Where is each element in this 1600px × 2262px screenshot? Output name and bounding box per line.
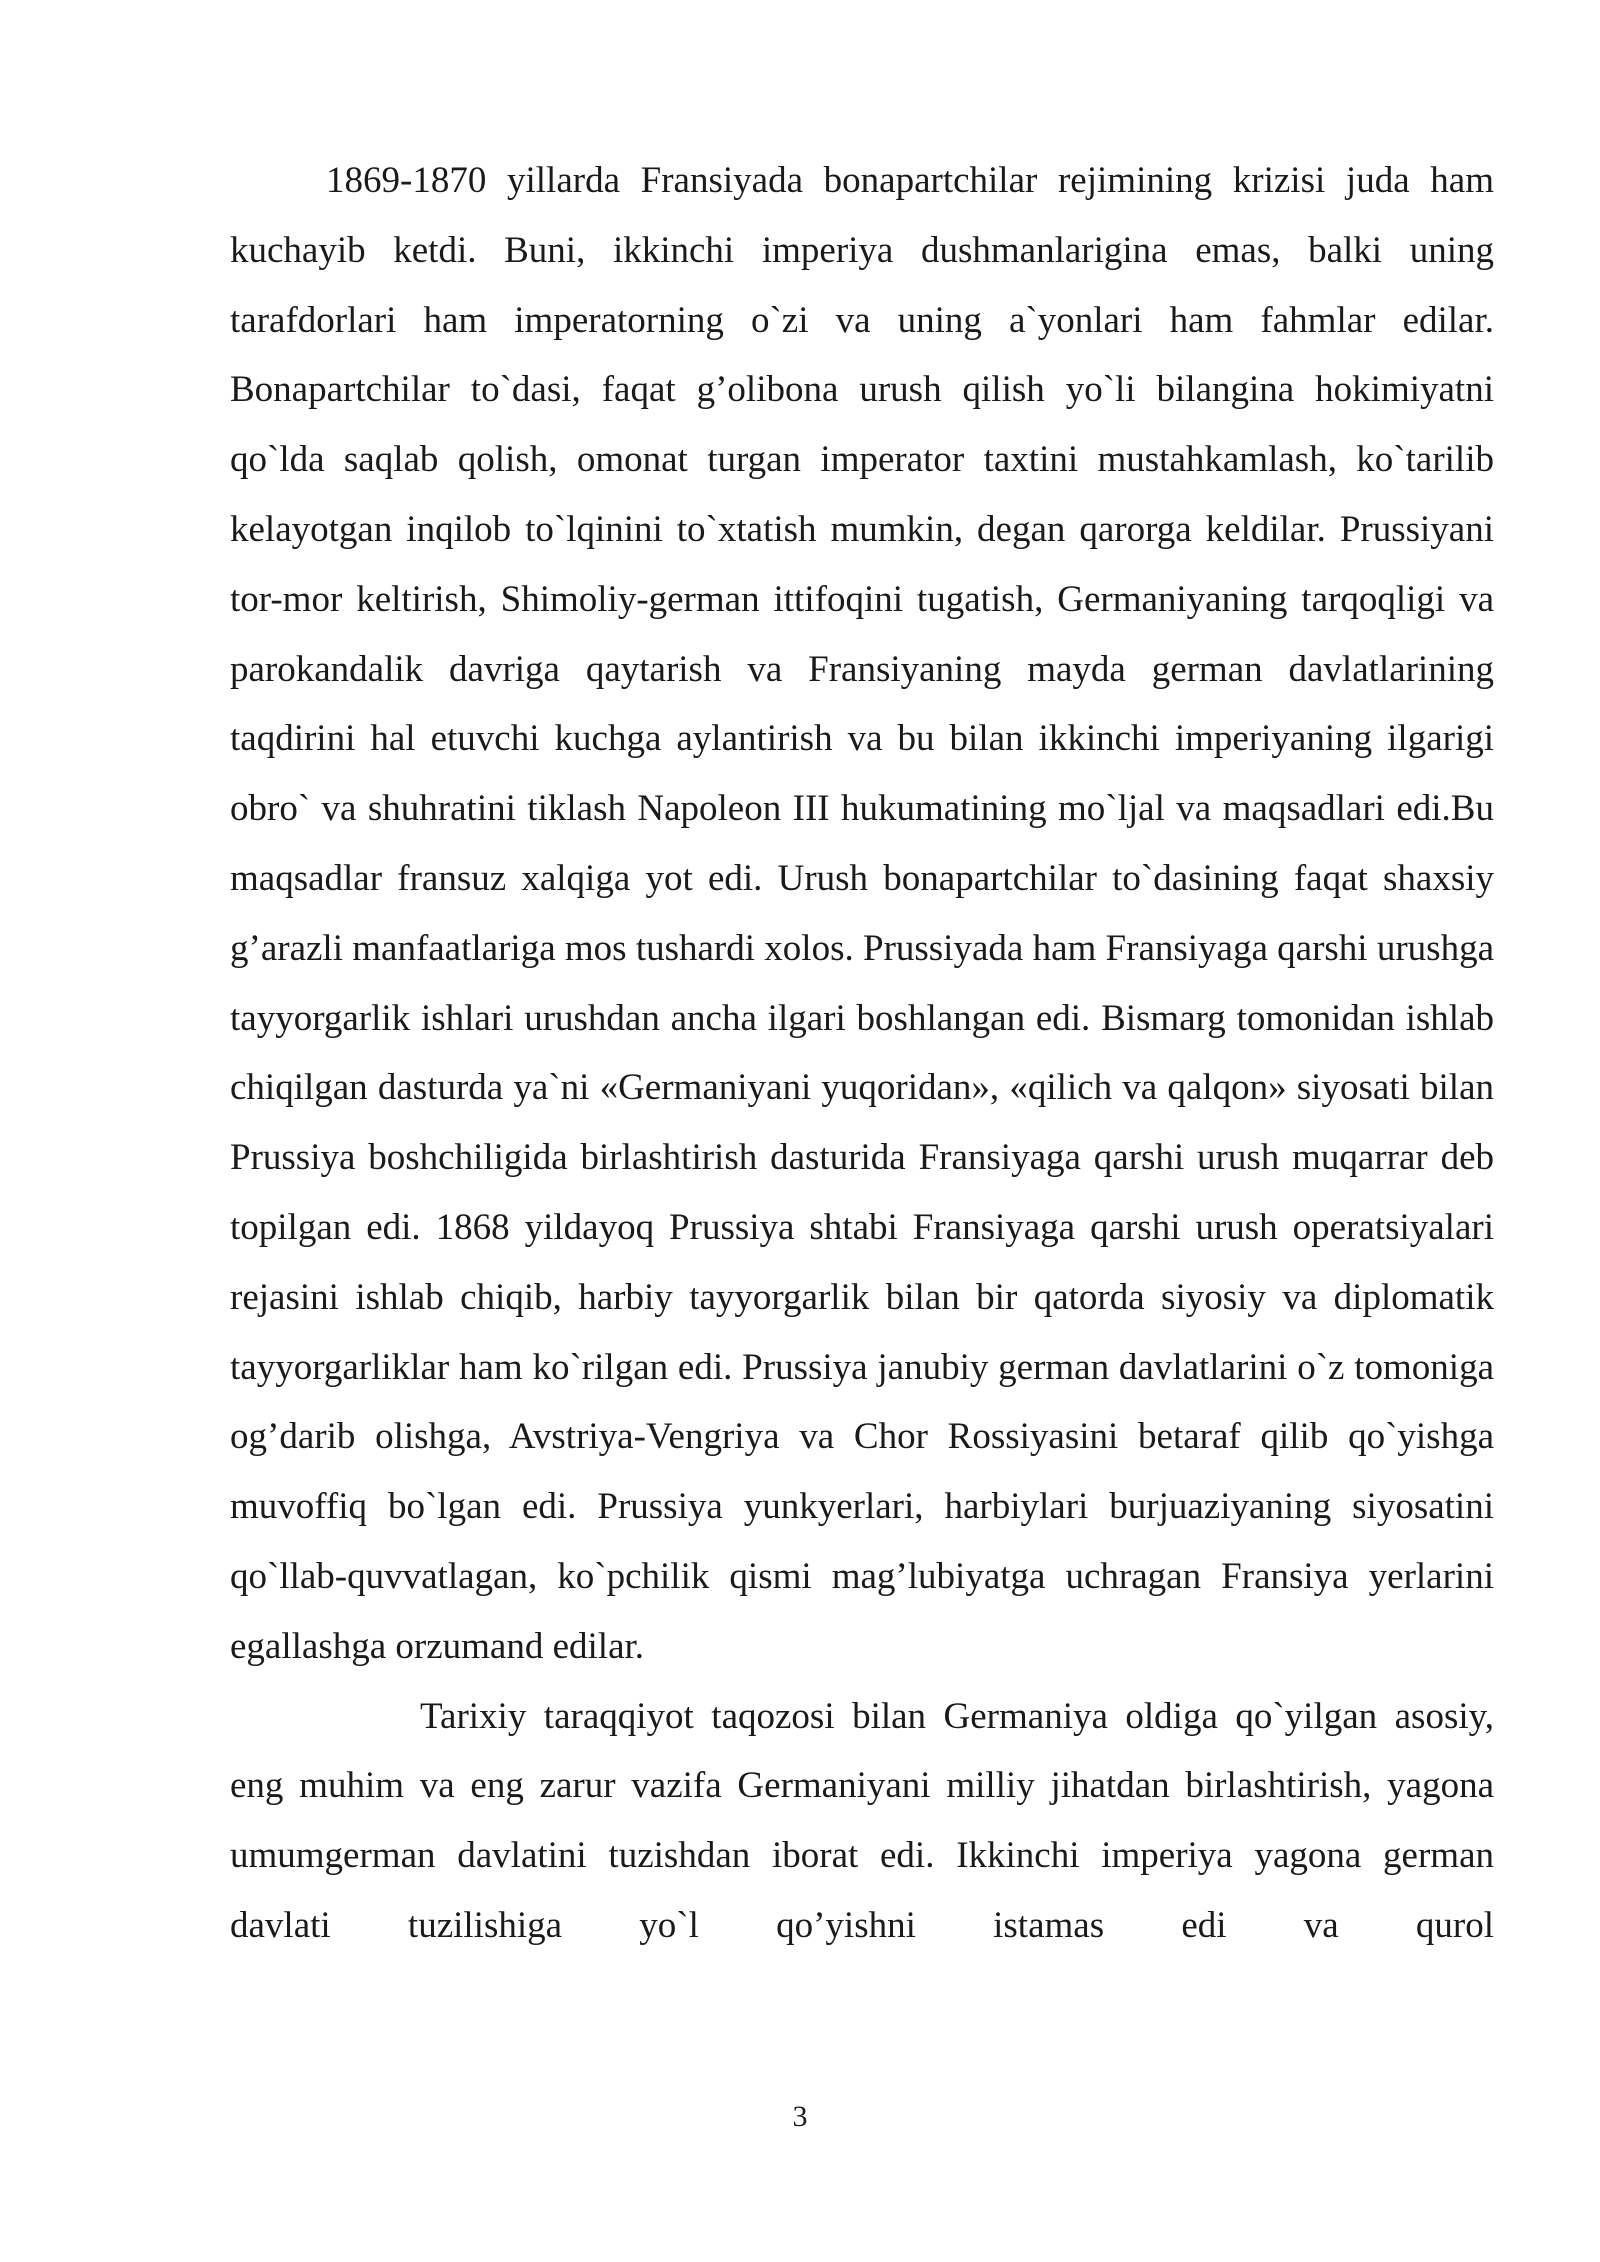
paragraph-2: Tarixiy taraqqiyot taqozosi bilan Germaniya oldiga qo`yilgan asosiy, eng muhim va eng zarur vazifa Germaniyani milliy jihatdan birlashtirish, yagona umumgerman davlatini tuzishdan iborat edi. Ikkinchi imperiya yagona german davlati tuzilishiga yo`l qo’yishni istamas edi va qurol: [230, 1695, 1494, 1946]
body-text: [230, 146, 1494, 1961]
paragraph-1: 1869-1870 yillarda Fransiyada bonapartchilar rejimining krizisi juda ham kuchayib ketdi. Buni, ikkinchi imperiya dushmanlarigina emas, balki uning tarafdorlari ham imperatorning o`zi va uning a`yonlari ham fahmlar edilar. Bonapartchilar to`dasi, faqat g’olibona urush qilish yo`li bilangina hokimiyatni qo`lda saqlab qolish, omonat turgan imperator taxtini mustahkamlash, ko`tarilib kelayotgan inqilob to`lqinini to`xtatish mumkin, degan qarorga keldilar. Prussiyani tor-mor keltirish, Shimoliy-german ittifoqini tugatish, Germaniyaning tarqoqligi va parokandalik davriga qaytarish va Fransiyaning mayda german davlatlarining taqdirini hal etuvchi kuchga aylantirish va bu bilan ikkinchi imperiyaning ilgarigi obro` va shuhratini tiklash Napoleon III hukumatining mo`ljal va maqsadlari edi.Bu maqsadlar fransuz xalqiga yot edi. Urush bonapartchilar to`dasining faqat shaxsiy g’arazli manfaatlariga mos tushardi xolos. Prussiyada ham Fransiyaga qarshi urushga tayyorgarlik ishlari urushdan ancha ilgari boshlangan edi. Bismarg tomonidan ishlab chiqilgan dasturda ya`ni «Germaniyani yuqoridan», «qilich va qalqon» siyosati bilan Prussiya boshchiligida birlashtirish dasturida Fransiyaga qarshi urush muqarrar deb topilgan edi. 1868 yildayoq Prussiya shtabi Fransiyaga qarshi urush operatsiyalari rejasini ishlab chiqib, harbiy tayyorgarlik bilan bir qatorda siyosiy va diplomatik tayyorgarliklar ham ko`rilgan edi. Prussiya janubiy german davlatlarini o`z tomoniga og’darib olishga, Avstriya-Vengriya va Chor Rossiyasini betaraf qilib qo`yishga muvoffiq bo`lgan edi. Prussiya yunkyerlari, harbiylari burjuaziyaning siyosatini qo`llab-quvvatlagan, ko`pchilik qismi mag’lubiyatga uchragan Fransiya yerlarini egallashga orzumand edilar.: [230, 160, 1494, 1667]
page-number: 3: [792, 2100, 808, 2133]
